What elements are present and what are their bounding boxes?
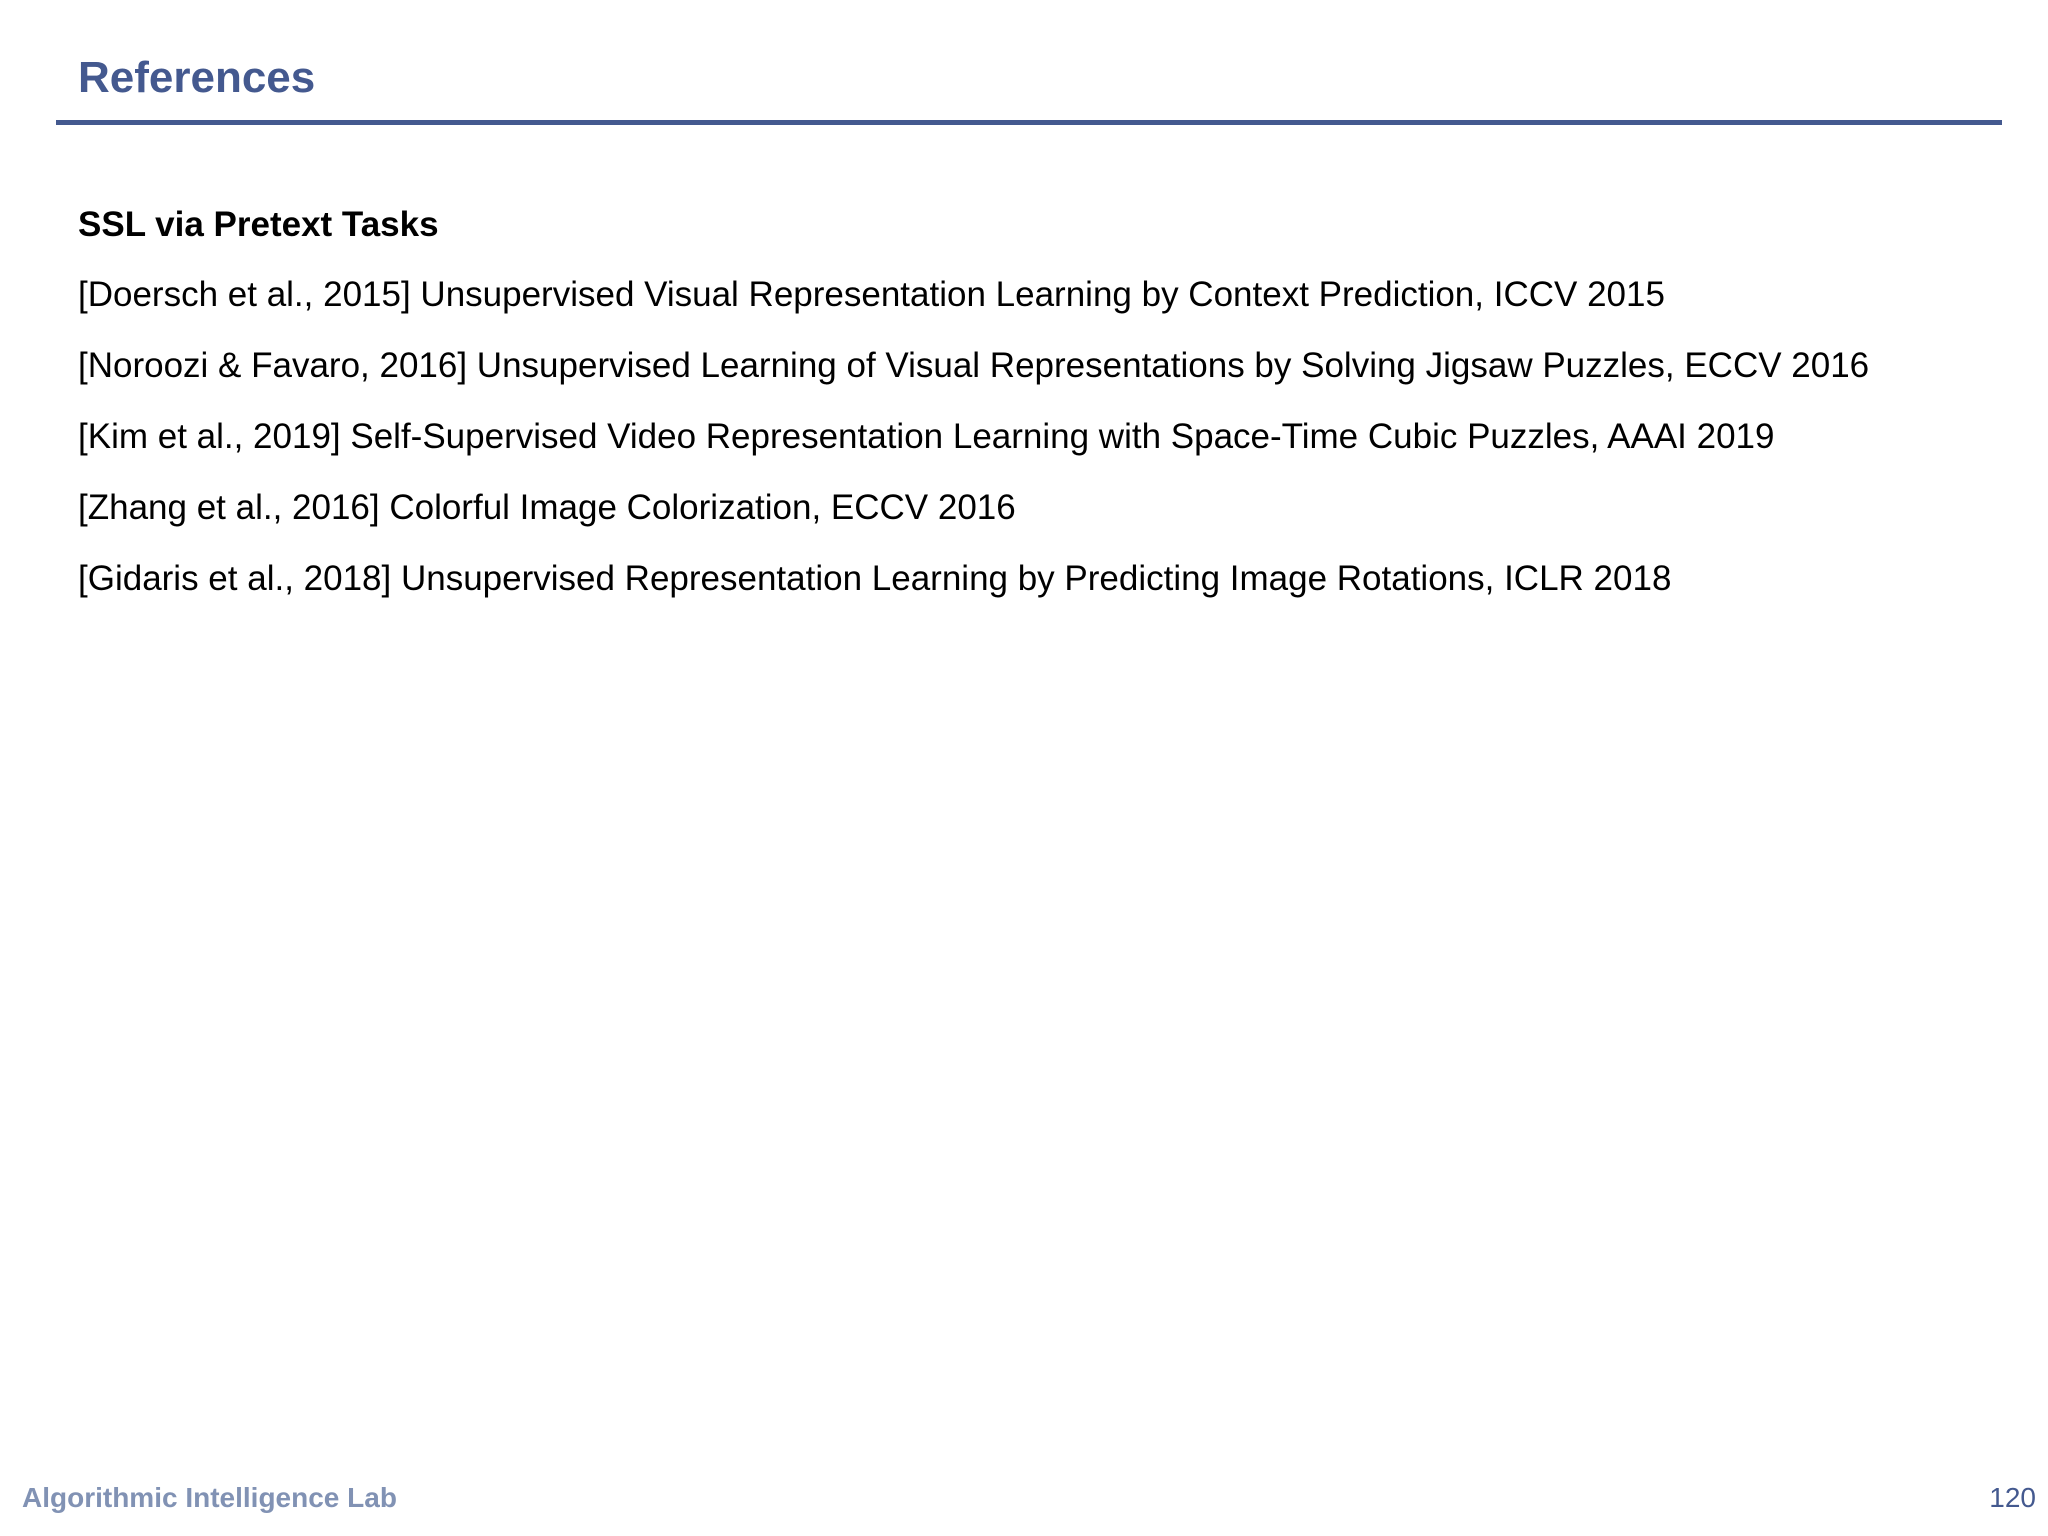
reference-item: [Doersch et al., 2015] Unsupervised Visual Representation Learning by Context Prediction, ICCV 2015	[78, 275, 1665, 314]
section-heading: SSL via Pretext Tasks	[78, 205, 439, 244]
reference-item: [Noroozi & Favaro, 2016] Unsupervised Learning of Visual Representations by Solving Jigsaw Puzzles, ECCV 2016	[78, 346, 1870, 385]
reference-item: [Zhang et al., 2016] Colorful Image Colorization, ECCV 2016	[78, 488, 1016, 527]
slide-content	[78, 204, 1998, 629]
reference-item: [Gidaris et al., 2018] Unsupervised Representation Learning by Predicting Image Rotations, ICLR 2018	[78, 559, 1672, 598]
slide-title: References	[78, 53, 316, 102]
footer-lab-name: Algorithmic Intelligence Lab	[22, 1482, 397, 1513]
page-number: 120	[1989, 1482, 2036, 1513]
reference-item: [Kim et al., 2019] Self-Supervised Video Representation Learning with Space-Time Cubic Puzzles, AAAI 2019	[78, 417, 1775, 456]
reference-list	[78, 274, 1998, 600]
title-underline	[56, 120, 2002, 125]
